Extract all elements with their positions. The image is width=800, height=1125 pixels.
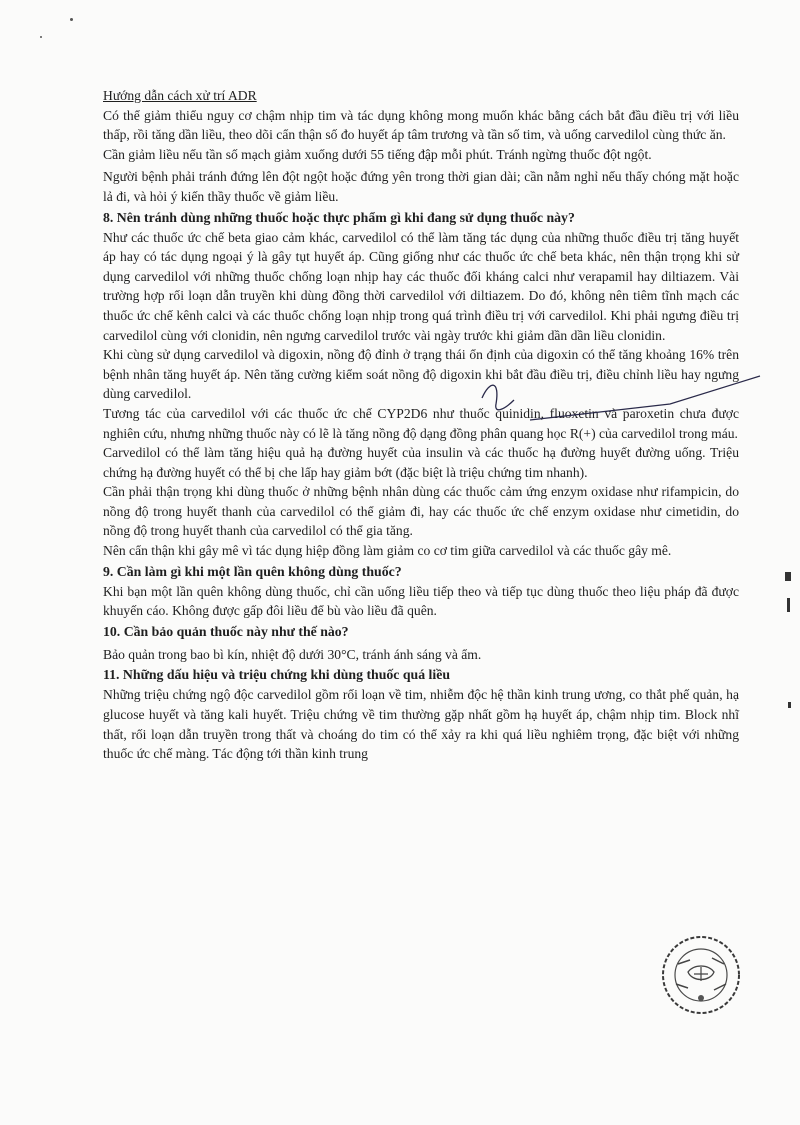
adr-handling-subheading: Hướng dẫn cách xử trí ADR [103,88,257,103]
body-paragraph: Cần phải thận trọng khi dùng thuốc ở những bệnh nhân dùng các thuốc cảm ứng enzym oxidase như rifampicin, do nồng độ trong huyết thanh của carvedilol có thể giảm đi, hay các thuốc ức chế enzym oxidase như cimetidin, do nồng độ trong huyết thanh của carvedilol có thể gia tăng. [103,484,739,539]
scan-edge-mark [788,702,791,708]
body-paragraph: Khi cùng sử dụng carvedilol và digoxin, nồng độ đỉnh ở trạng thái ổn định của digoxin có thể tăng khoảng 16% trên bệnh nhân tăng huyết áp. Nên tăng cường kiểm soát nồng độ digoxin khi bắt đầu điều trị, điều chỉnh liều hay ngưng dùng carvedilol. [103,347,739,402]
section-heading-9: 9. Cần làm gì khi một lần quên không dùng thuốc? [103,563,402,579]
body-paragraph: Khi bạn một lần quên không dùng thuốc, chỉ cần uống liều tiếp theo và tiếp tục dùng thuốc theo liệu pháp đã được khuyến cáo. Không được gấp đôi liều để bù vào liều đã quên. [103,583,739,619]
section-heading-11: 11. Những dấu hiệu và triệu chứng khi dùng thuốc quá liều [103,667,451,683]
body-paragraph: Nên cẩn thận khi gây mê vì tác dụng hiệp đồng làm giảm co cơ tim giữa carvedilol và các thuốc gây mê. [103,543,672,559]
body-paragraph: Người bệnh phải tránh đứng lên đột ngột hoặc đứng yên trong thời gian dài; cần nằm nghỉ nếu thấy chóng mặt hoặc lả đi, và hỏi ý kiến thầy thuốc về giảm liều. [103,169,739,204]
scan-edge-mark [787,598,790,612]
scan-speck [70,18,73,21]
section-heading-10: 10. Cần bảo quản thuốc này như thế nào? [103,623,349,639]
body-paragraph: Những triệu chứng ngộ độc carvedilol gồm rối loạn về tim, nhiễm độc hệ thần kinh trung ương, co thắt phế quản, hạ glucose huyết và tăng kali huyết. Triệu chứng về tim thường gặp nhất gồm hạ huyết áp, chậm nhịp tim. Block nhĩ thất, rối loạn dẫn truyền trong thất và choáng do tim có thể xảy ra khi quá liều nghiêm trọng, đặc biệt với những thuốc ức chế màng. Tác động tới thần kinh trung [103,687,739,762]
body-paragraph: Bảo quản trong bao bì kín, nhiệt độ dưới 30°C, tránh ánh sáng và ẩm. [103,646,482,662]
section-heading-8: 8. Nên tránh dùng những thuốc hoặc thực phẩm gì khi đang sử dụng thuốc này? [103,209,575,225]
body-paragraph: Như các thuốc ức chế beta giao cảm khác, carvedilol có thể làm tăng tác dụng của những thuốc điều trị tăng huyết áp hay có tác dụng ngoại ý là gây tụt huyết áp. Cũng giống như các thuốc ức chế beta khác, nên thận trọng khi sử dụng carvedilol với những thuốc chống loạn nhịp hay các thuốc đối kháng calci như verapamil hay diltiazem. Vài trường hợp rối loạn dẫn truyền khi dùng đồng thời carvedilol với diltiazem. Do đó, không nên tiêm tĩnh mạch các thuốc ức chế kênh calci và các thuốc chống loạn nhịp trong quá trình điều trị với carvedilol. Khi phải ngưng điều trị carvedilol cùng với clonidin, nên ngưng carvedilol trước vài ngày trước khi giảm dần dần liều clonidin. [103,229,739,343]
body-paragraph: Có thể giảm thiểu nguy cơ chậm nhịp tim và tác dụng không mong muốn khác bằng cách bắt đầu điều trị với liều thấp, rồi tăng dần liều, theo dõi cẩn thận số đo huyết áp tâm trương và tần số tim, và uống carvedilol cùng thức ăn. [103,107,739,143]
body-paragraph: Cần giảm liều nếu tần số mạch giảm xuống dưới 55 tiếng đập mỗi phút. Tránh ngừng thuốc đột ngột. [103,146,652,162]
scan-edge-mark [785,572,791,581]
stamp-seal-icon [660,934,742,1016]
body-paragraph: Tương tác của carvedilol với các thuốc ức chế CYP2D6 như thuốc quinidin, fluoxetin và paroxetin chưa được nghiên cứu, nhưng những thuốc này có lẽ là tăng nồng độ dạng đồng phân quang học R(+) của carvedilol trong máu. [103,405,739,441]
handwritten-mark [470,370,770,430]
body-paragraph: Carvedilol có thể làm tăng hiệu quả hạ đường huyết của insulin và các thuốc hạ đường huyết đường uống. Triệu chứng hạ đường huyết có thể bị che lấp hay giảm bớt (đặc biệt là triệu chứng tim nhanh). [103,445,739,480]
scan-speck [40,36,42,38]
